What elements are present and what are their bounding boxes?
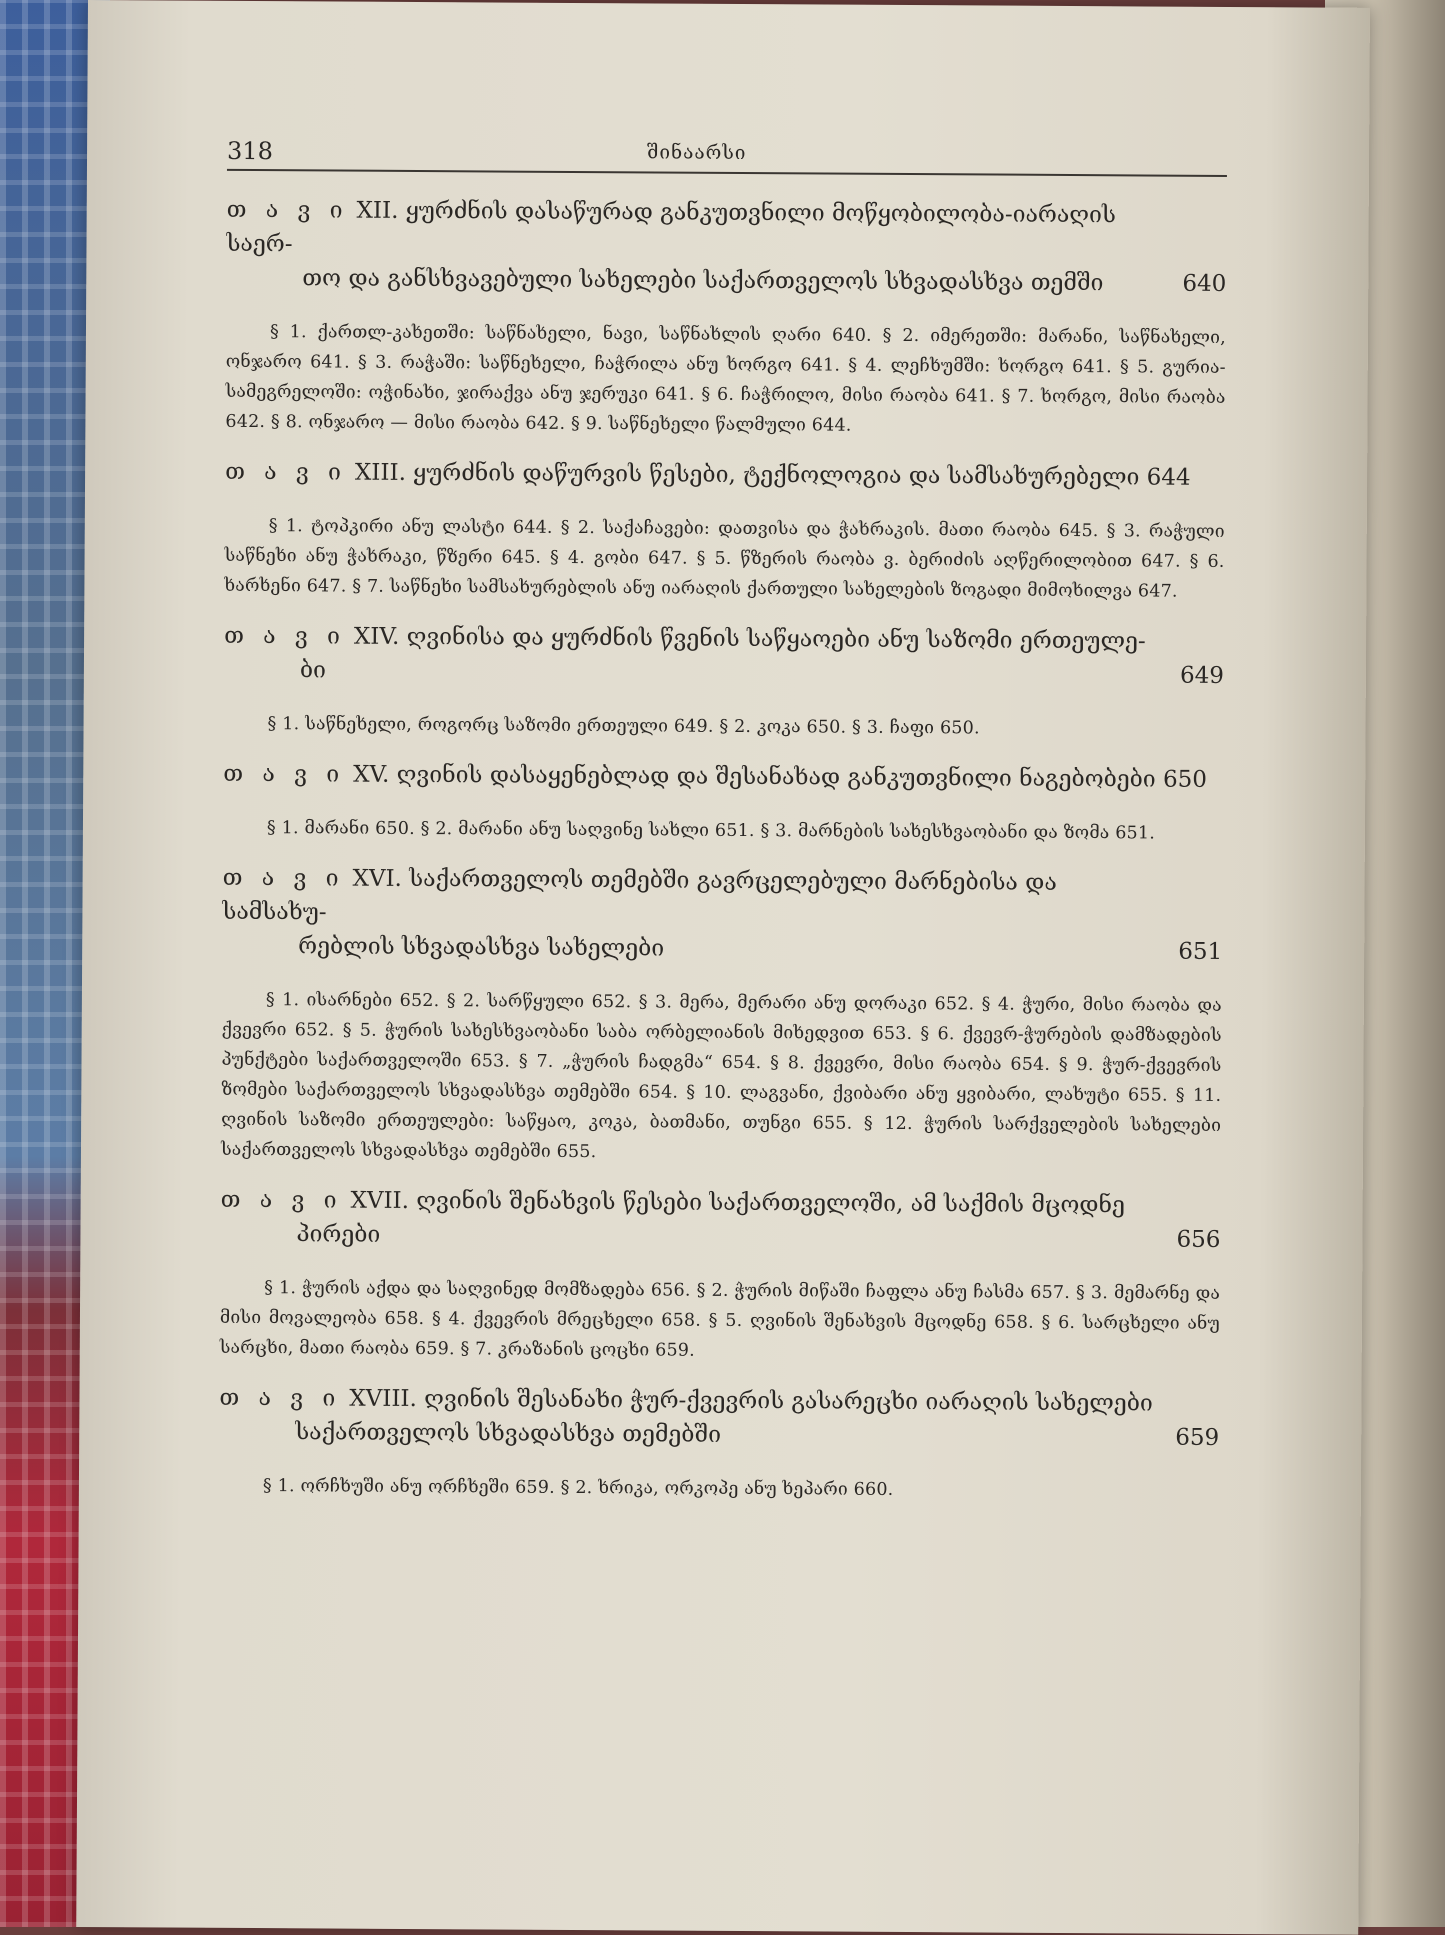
chapter-prefix: თ ა ვ ი xyxy=(222,864,345,892)
chapter-heading xyxy=(220,1183,1220,1257)
chapter-sections: § 1. მარანი 650. § 2. მარანი ანუ საღვინე სახლი 651. § 3. მარნების სახესხვაობანი და ზომა 651. xyxy=(266,818,1156,844)
chapter-sections: § 1. ქართლ-კახეთში: საწნახელი, ნავი, საწნახლის ღარი 640. § 2. იმერეთში: მარანი, საწნახელი, ონჯარო 641. § 3. რაჭაში: საწნეხელი, ჩაჭრილა ანუ ხორგო 641. § 4. ლეჩხუმში: ხორგო 641. § 5. გურია-სამეგრელოში: ოჭინახი, ჯირაქვა ანუ ჯერუკი 641. § 6. ჩაჭრილო, მისი რაობა 641. § 7. ხორგო, მისი რაობა 642. § 8. ონჯარო — მისი რაობა 642. § 9. საწნეხელი წალმული 644. xyxy=(225,322,1227,436)
chapter-page: 659 xyxy=(1175,1424,1220,1451)
book-page xyxy=(76,0,1370,1935)
chapter-prefix: თ ა ვ ი xyxy=(220,1186,343,1214)
chapter-page: 651 xyxy=(1178,938,1223,965)
chapter-title: XIV. ღვინისა და ყურძნის წვენის საწყაოები ანუ საზომი ერთეულე- xyxy=(353,623,1146,655)
chapter-title-continued: პირები xyxy=(296,1221,381,1248)
chapter-prefix: თ ა ვ ი xyxy=(223,760,346,788)
chapter-heading xyxy=(225,455,1225,495)
chapter-sections: § 1. ისარნები 652. § 2. სარწყული 652. § 3. მერა, მერარი ანუ დორაკი 652. § 4. ჭური, მისი რაობა და ქვევრი 652. § 5. ჭურის სახესხვაობანი საბა ორბელიანის მიხედვით 653. § 6. ქვევრ-ჭურების დამზადების პუნქტები საქართველოში 653. § 7. „ჭურის ჩადგმა“ 654. § 8. ქვევრი, მისი რაობა 654. § 9. ჭურ-ქვევრის ზომები საქართველოს სხვადასხვა თემებში 654. § 10. ლაგვანი, ქვიბარი ანუ ყვიბარი, ლახუტი 655. § 11. ღვინის საზომი ერთეულები: საწყაო, კოკა, ბათმანი, თუნგი 655. § 12. ჭურის სარქველების სახელები საქართველოს სხვადასხვა თემებში 655. xyxy=(220,990,1222,1163)
chapter-sections: § 1. ტოპკირი ანუ ლასტი 644. § 2. საქაჩავები: დათვისა და ჭახრაკის. მათი რაობა 645. § 3. რაჭული საწნეხი ანუ ჭახრაკი, წზერი 645. § 4. გობი 647. § 5. წზერის რაობა ვ. ბერიძის აღწერილობით 647. § 6. ხარხენი 647. § 7. საწნეხი სამსახურებლის ანუ იარაღის ქართული სახელების ზოგადი მიმოხილვა 647. xyxy=(224,516,1225,602)
chapter-page: 640 xyxy=(1182,270,1227,297)
chapter-title: XVII. ღვინის შენახვის წესები საქართველოში, ამ საქმის მცოდნე xyxy=(350,1187,1125,1219)
chapter-heading xyxy=(226,193,1227,301)
chapter-title-continued: რებლის სხვადასხვა სახელები xyxy=(298,933,665,962)
chapter-page: 649 xyxy=(1179,662,1224,689)
chapter-sections: § 1. ჭურის აქდა და საღვინედ მომზადება 656. § 2. ჭურის მიწაში ჩაფლა ანუ ჩასმა 657. § 3. მემარნე და მისი მოვალეობა 658. § 4. ქვევრის მრეცხელი 658. § 5. ღვინის შენახვის მცოდნე 658. § 6. სარცხელი ანუ სარცხი, მათი რაობა 659. § 7. კრაზანის ცოცხი 659. xyxy=(219,1278,1221,1361)
chapter-title-continued: თო და განსხვავებული სახელები საქართველოს სხვადასხვა თემში xyxy=(302,265,1104,297)
page-content xyxy=(219,129,1227,1517)
chapter-heading xyxy=(222,861,1223,969)
chapter-title-continued: საქართველოს სხვადასხვა თემებში xyxy=(295,1419,722,1448)
chapter-sections: § 1. ორჩხუში ანუ ორჩხეში 659. § 2. ხრიკა, ორკოპე ანუ ხეპარი 660. xyxy=(262,1476,894,1500)
chapter-title: XIII. ყურძნის დაწურვის წესები, ტექნოლოგია და სამსახურებელი 644 xyxy=(354,459,1191,491)
running-title: შინაარსი xyxy=(647,141,747,165)
chapter-prefix: თ ა ვ ი xyxy=(226,196,349,224)
chapter-sections: § 1. საწნეხელი, როგორც საზომი ერთეული 649. § 2. კოკა 650. § 3. ჩაფი 650. xyxy=(267,714,980,739)
chapter-title: XVI. საქართველოს თემებში გავრცელებული მარნებისა და სამსახუ- xyxy=(222,865,1057,926)
page-number: 318 xyxy=(226,136,273,166)
chapter-heading xyxy=(219,1381,1219,1455)
chapter-heading xyxy=(224,619,1224,693)
chapter-page: 656 xyxy=(1176,1226,1221,1253)
chapter-heading xyxy=(223,757,1223,797)
chapter-prefix: თ ა ვ ი xyxy=(224,622,347,650)
page-header xyxy=(227,129,1227,177)
chapter-prefix: თ ა ვ ი xyxy=(219,1384,342,1412)
chapter-title: XVIII. ღვინის შესანახი ჭურ-ქვევრის გასარეცხი იარაღის სახელები xyxy=(349,1385,1153,1417)
chapter-title: XII. ყურძნის დასაწურად განკუთვნილი მოწყობილობა-იარაღის საერ- xyxy=(226,197,1116,258)
chapter-title-continued: ბი xyxy=(299,657,327,684)
chapter-title: XV. ღვინის დასაყენებლად და შესანახად განკუთვნილი ნაგებობები 650 xyxy=(353,761,1207,793)
chapter-prefix: თ ა ვ ი xyxy=(225,458,348,486)
